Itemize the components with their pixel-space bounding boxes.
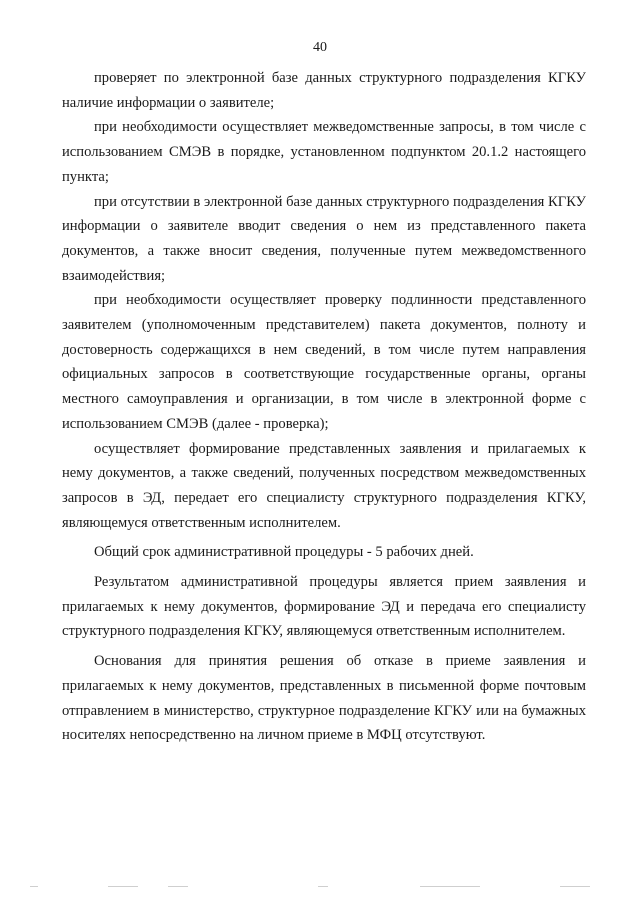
- scan-artifact: [560, 886, 590, 887]
- paragraph-enter-applicant-data: при отсутствии в электронной базе данных структурного подразделения КГКУ информации о заявителе вводит сведения о нем из представленного пакета документов, а также вносит сведения, полученные путем межведомственного взаимодействия;: [62, 193, 586, 284]
- scan-artifact: [318, 886, 328, 887]
- document-body: [62, 66, 586, 748]
- scan-artifact: [108, 886, 138, 887]
- page-number: 40: [313, 40, 327, 55]
- scan-artifact: [420, 886, 480, 887]
- paragraph-procedure-result: Результатом административной процедуры является прием заявления и прилагаемых к нему документов, формирование ЭД и передача его специалисту структурного подразделения КГКУ, являющемуся ответственным исполнителем.: [62, 574, 586, 640]
- paragraph-verification: при необходимости осуществляет проверку подлинности представленного заявителем (уполномоченным представителем) пакета документов, полноту и достоверность содержащихся в нем сведений, в том числе путем направления официальных запросов в соответствующие государственные органы, органы местного самоуправления и организации, в том числе в электронной форме с использованием СМЭВ (далее - проверка);: [62, 292, 586, 432]
- scan-artifact: [168, 886, 188, 887]
- paragraph-check-database: проверяет по электронной базе данных структурного подразделения КГКУ наличие информации о заявителе;: [62, 70, 586, 111]
- paragraph-form-electronic-document: осуществляет формирование представленных заявления и прилагаемых к нему документов, а также сведений, полученных посредством межведомственных запросов в ЭД, передает его специалисту структурного подразделения КГКУ, являющемуся ответственным исполнителем.: [62, 440, 586, 531]
- paragraph-interagency-requests: при необходимости осуществляет межведомственные запросы, в том числе с использованием СМЭВ в порядке, установленном подпунктом 20.1.2 настоящего пункта;: [62, 119, 586, 185]
- scan-artifact: [30, 886, 38, 887]
- paragraph-refusal-grounds: Основания для принятия решения об отказе в приеме заявления и прилагаемых к нему документов, представленных в письменной форме почтовым отправлением в министерство, структурное подразделение КГКУ или на бумажных носителях непосредственно на личном приеме в МФЦ отсутствуют.: [62, 653, 586, 744]
- paragraph-procedure-term: Общий срок административной процедуры - 5 рабочих дней.: [94, 544, 474, 561]
